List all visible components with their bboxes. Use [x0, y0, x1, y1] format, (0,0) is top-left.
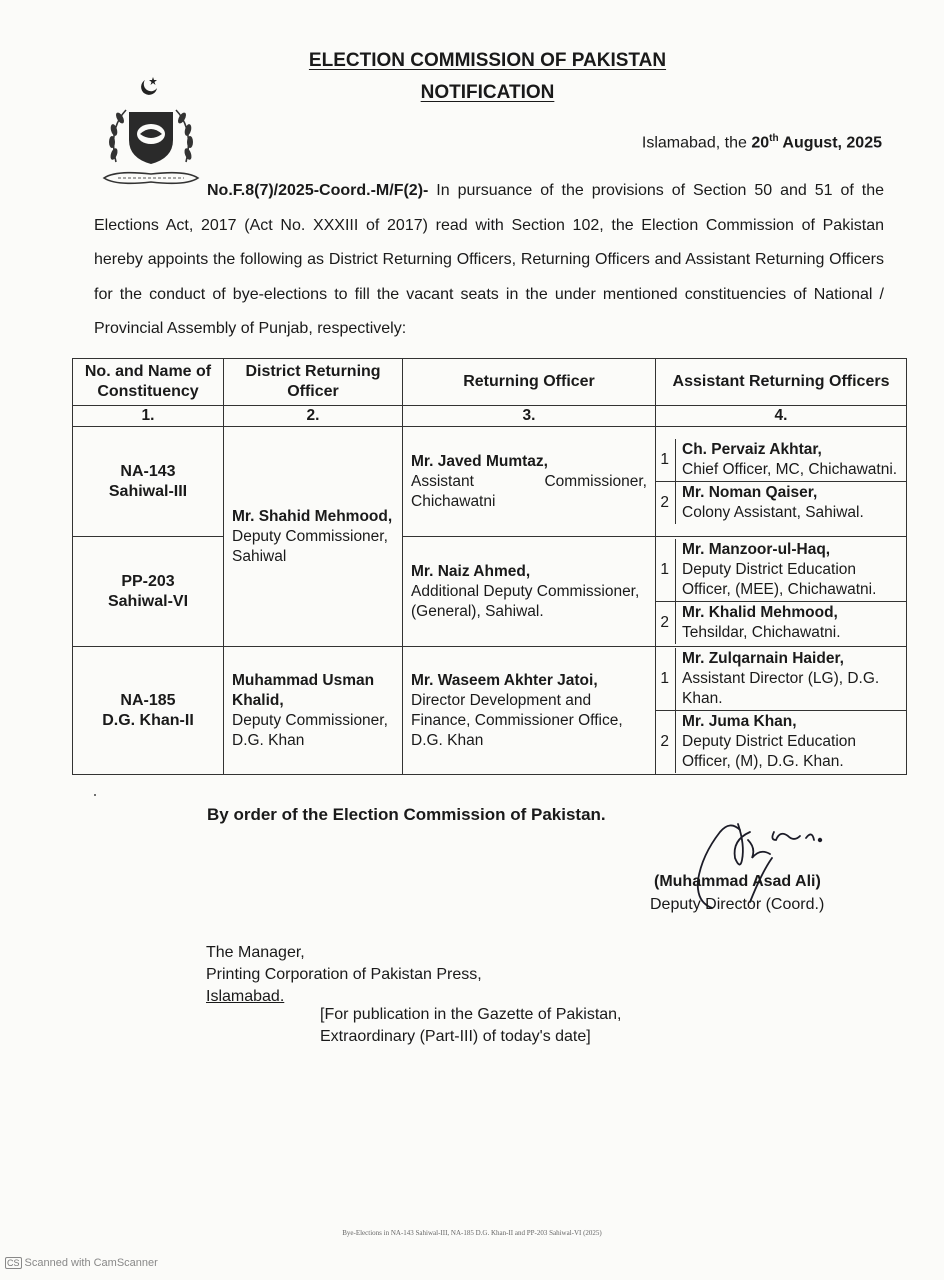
- notification-body: [94, 174, 884, 347]
- address-line: Islamabad.: [206, 988, 285, 1005]
- aro-name: Mr. Manzoor-ul-Haq,: [682, 541, 831, 558]
- aro-name: Ch. Pervaiz Akhtar,: [682, 441, 822, 458]
- table-header-row: [73, 359, 907, 406]
- aro-designation: Tehsildar, Chichawatni.: [682, 624, 841, 641]
- signer-designation: Deputy Director (Coord.): [650, 896, 825, 913]
- ro-name: Mr. Javed Mumtaz,: [411, 452, 548, 470]
- stray-mark: [94, 794, 96, 796]
- aro-entry: [676, 539, 907, 602]
- appointment-table: [72, 358, 907, 775]
- constituency-code: NA-143: [120, 462, 176, 480]
- constituency-code: PP-203: [121, 572, 175, 590]
- constituency-code: NA-185: [120, 691, 176, 709]
- list-item: [656, 711, 906, 774]
- date-day-suffix: th: [769, 133, 779, 144]
- date-prefix: Islamabad, the: [641, 134, 752, 152]
- aro-serial: 1: [656, 539, 676, 602]
- aro-designation: Chief Officer, MC, Chichawatni.: [682, 461, 898, 478]
- header-ro: Returning Officer: [403, 359, 656, 406]
- header-dro: District Returning Officer: [224, 359, 403, 406]
- aro-name: Mr. Khalid Mehmood,: [682, 604, 838, 621]
- constituency-cell: [73, 647, 224, 775]
- dro-name: Mr. Shahid Mehmood,: [232, 507, 393, 525]
- by-order-line: By order of the Election Commission of Pakistan.: [207, 805, 606, 824]
- table-row: [73, 537, 907, 647]
- list-item: [656, 439, 906, 482]
- reference-number: No.F.8(7)/2025-Coord.-M/F(2)-: [207, 182, 429, 199]
- aro-list: [656, 439, 906, 524]
- ro-cell: [403, 647, 656, 775]
- aro-designation: Deputy District Education Officer, (M), D.G. Khan.: [682, 733, 857, 770]
- aro-serial: 1: [656, 648, 676, 711]
- table-row: [73, 427, 907, 537]
- ro-designation: Director Development and Finance, Commissioner Office, D.G. Khan: [411, 691, 623, 749]
- aro-list: [656, 539, 906, 644]
- aro-designation: Assistant Director (LG), D.G. Khan.: [682, 670, 880, 707]
- constituency-cell: [73, 537, 224, 647]
- aro-entry: [676, 602, 907, 645]
- scanner-watermark: [5, 1257, 158, 1269]
- column-number-row: [73, 406, 907, 427]
- ro-designation: Additional Deputy Commissioner, (General), Sahiwal.: [411, 582, 640, 620]
- aro-serial: 2: [656, 602, 676, 645]
- dro-cell: [224, 427, 403, 647]
- address-line: Printing Corporation of Pakistan Press,: [206, 966, 482, 983]
- constituency-name: D.G. Khan-II: [102, 711, 194, 729]
- gazette-line: Extraordinary (Part-III) of today's date]: [320, 1028, 591, 1045]
- scanner-text: Scanned with CamScanner: [24, 1257, 158, 1269]
- dro-cell: [224, 647, 403, 775]
- column-number: 3.: [403, 406, 656, 427]
- address-line: The Manager,: [206, 944, 305, 961]
- body-text: In pursuance of the provisions of Section 50 and 51 of the Elections Act, 2017 (Act No. XXXIII of 2017) read with Section 102, the Election Commission of Pakistan hereby appoints the following as District Returning Officers, Returning Officers and Assistant Returning Officers for the conduct of bye-elections to fill the vacant seats in the under mentioned constituencies of National / Provincial Assembly of Punjab, respectively:: [94, 182, 884, 337]
- dro-designation: Deputy Commissioner, Sahiwal: [232, 527, 388, 565]
- column-number: 4.: [656, 406, 907, 427]
- gazette-line: [For publication in the Gazette of Pakistan,: [320, 1006, 622, 1023]
- list-item: [656, 539, 906, 602]
- column-number: 1.: [73, 406, 224, 427]
- aro-serial: 2: [656, 482, 676, 525]
- date-month-year: August, 2025: [778, 134, 882, 152]
- list-item: [656, 602, 906, 645]
- aro-list: [656, 648, 906, 773]
- aro-serial: 2: [656, 711, 676, 774]
- gazette-note: [320, 1004, 622, 1048]
- camscanner-logo-icon: CS: [7, 1258, 20, 1268]
- header-constituency: No. and Name of Constituency: [73, 359, 224, 406]
- aro-entry: [676, 648, 907, 711]
- aro-cell: [656, 427, 907, 537]
- ro-cell: [403, 537, 656, 647]
- date-day: 20: [751, 134, 770, 152]
- constituency-cell: [73, 427, 224, 537]
- constituency-name: Sahiwal-III: [108, 482, 188, 500]
- signer-name: (Muhammad Asad Ali): [654, 873, 821, 890]
- aro-entry: [676, 482, 907, 525]
- list-item: [656, 648, 906, 711]
- footer-reference: Bye-Elections in NA-143 Sahiwal-III, NA-185 D.G. Khan-II and PP-203 Sahiwal-VI (2025): [342, 1229, 602, 1237]
- column-number: 2.: [224, 406, 403, 427]
- ro-name: Mr. Naiz Ahmed,: [411, 562, 531, 580]
- aro-designation: Deputy District Education Officer, (MEE), Chichawatni.: [682, 561, 877, 598]
- recipient-address: [206, 942, 482, 1008]
- aro-designation: Colony Assistant, Sahiwal.: [682, 504, 864, 521]
- aro-name: Mr. Noman Qaiser,: [682, 484, 818, 501]
- aro-serial: 1: [656, 439, 676, 482]
- document-type-title: NOTIFICATION: [420, 82, 555, 103]
- list-item: [656, 482, 906, 525]
- aro-cell: [656, 647, 907, 775]
- ro-designation: Assistant Commissioner, Chichawatni: [411, 472, 647, 510]
- aro-name: Mr. Zulqarnain Haider,: [682, 650, 844, 667]
- ro-cell: [403, 427, 656, 537]
- aro-entry: [676, 439, 907, 482]
- ro-name: Mr. Waseem Akhter Jatoi,: [411, 671, 598, 689]
- dro-designation: Deputy Commissioner, D.G. Khan: [232, 711, 388, 749]
- aro-cell: [656, 537, 907, 647]
- dro-name: Muhammad Usman Khalid,: [232, 671, 375, 709]
- place-date-line: [642, 133, 882, 152]
- organization-title: ELECTION COMMISSION OF PAKISTAN: [308, 50, 667, 71]
- aro-name: Mr. Juma Khan,: [682, 713, 797, 730]
- constituency-name: Sahiwal-VI: [107, 592, 189, 610]
- header-aro: Assistant Returning Officers: [656, 359, 907, 406]
- table-row: [73, 647, 907, 775]
- aro-entry: [676, 711, 907, 774]
